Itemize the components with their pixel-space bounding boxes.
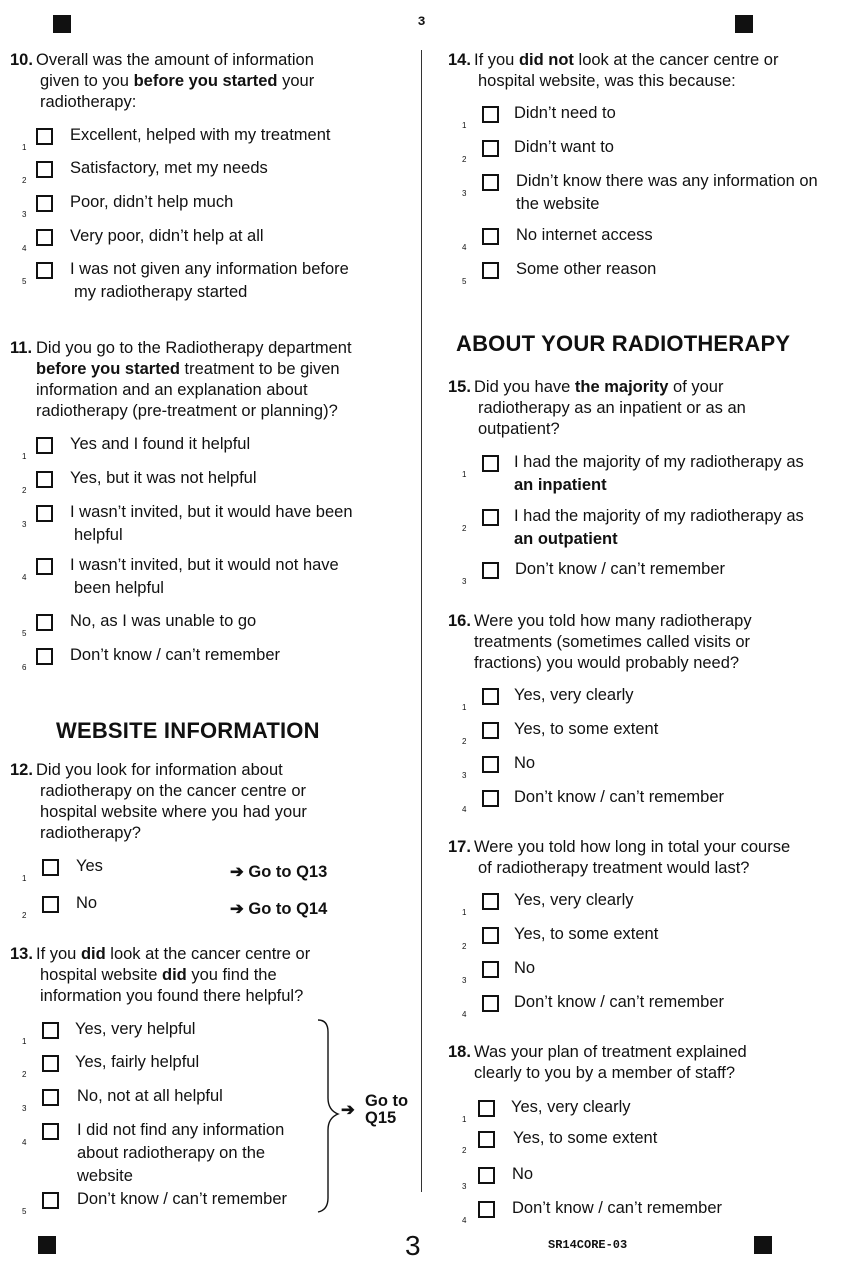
option-label: Yes and I found it helpful xyxy=(70,435,251,453)
option-code: 2 xyxy=(462,737,467,746)
option-code: 1 xyxy=(462,121,467,130)
section-heading-website: WEBSITE INFORMATION xyxy=(56,718,320,743)
option-label: I had the majority of my radiotherapy as an inpatient xyxy=(514,453,804,494)
option-label: Didn’t know there was any information on the website xyxy=(516,172,818,213)
option-code: 3 xyxy=(462,189,467,198)
checkbox[interactable] xyxy=(482,995,499,1012)
checkbox[interactable] xyxy=(36,128,53,145)
option-label: No xyxy=(514,959,536,977)
question-13 xyxy=(10,944,410,1007)
option-code: 4 xyxy=(22,573,27,582)
checkbox[interactable] xyxy=(478,1201,495,1218)
option-label: Excellent, helped with my treatment xyxy=(70,126,331,144)
option-code: 4 xyxy=(462,1010,467,1019)
checkbox[interactable] xyxy=(42,896,59,913)
option-code: 2 xyxy=(22,911,27,920)
checkbox[interactable] xyxy=(482,509,499,526)
question-number: 13. xyxy=(10,945,33,963)
question-10 xyxy=(10,50,410,113)
option-label: Yes, fairly helpful xyxy=(75,1053,200,1071)
checkbox[interactable] xyxy=(36,558,53,575)
checkbox[interactable] xyxy=(482,688,499,705)
checkbox[interactable] xyxy=(478,1100,495,1117)
option-code: 1 xyxy=(22,143,27,152)
option-code: 2 xyxy=(22,1070,27,1079)
form-code: SR14CORE-03 xyxy=(548,1238,628,1252)
option-label: Don’t know / can’t remember xyxy=(514,993,724,1011)
q12-goto-q14: ➔ Go to Q14 xyxy=(230,900,328,918)
question-number: 10. xyxy=(10,51,33,69)
option-code: 2 xyxy=(462,942,467,951)
checkbox[interactable] xyxy=(482,262,499,279)
option-label: Don’t know / can’t remember xyxy=(77,1190,287,1208)
question-number: 14. xyxy=(448,51,471,69)
checkbox[interactable] xyxy=(482,140,499,157)
option-label: No internet access xyxy=(516,226,653,244)
question-number: 12. xyxy=(10,761,33,779)
q13-goto-q15-line2: Q15 xyxy=(365,1109,397,1127)
section-heading-radiotherapy: ABOUT YOUR RADIOTHERAPY xyxy=(456,331,791,356)
question-text xyxy=(10,50,410,113)
question-text: Were you told how many radiotherapy treatments (sometimes called visits or fractions) you would probably need? xyxy=(474,612,752,672)
option-code: 5 xyxy=(22,277,27,286)
option-label: No xyxy=(514,754,536,772)
option-label: No, not at all helpful xyxy=(77,1087,223,1105)
option-code: 4 xyxy=(462,243,467,252)
option-label: Yes, very clearly xyxy=(514,891,634,909)
checkbox[interactable] xyxy=(478,1167,495,1184)
option-code: 3 xyxy=(462,771,467,780)
checkbox[interactable] xyxy=(36,437,53,454)
checkbox[interactable] xyxy=(482,228,499,245)
option-code: 3 xyxy=(22,1104,27,1113)
page-number-bottom: 3 xyxy=(405,1230,421,1261)
option-code: 3 xyxy=(22,210,27,219)
option-label: Yes, very helpful xyxy=(75,1020,196,1038)
option-label: Yes, but it was not helpful xyxy=(70,469,257,487)
option-label: Yes, very clearly xyxy=(514,686,634,704)
option-code: 3 xyxy=(462,976,467,985)
question-text: If you did not look at the cancer centre or hospital website, was this because: xyxy=(474,51,779,90)
corner-mark-bottom-right xyxy=(754,1236,772,1254)
question-text: Did you have the majority of your radiotherapy as an inpatient or as an outpatient? xyxy=(474,378,746,438)
checkbox[interactable] xyxy=(482,722,499,739)
option-code: 2 xyxy=(462,524,467,533)
checkbox[interactable] xyxy=(42,1089,59,1106)
checkbox[interactable] xyxy=(36,648,53,665)
checkbox[interactable] xyxy=(36,195,53,212)
question-14 xyxy=(448,50,843,92)
checkbox[interactable] xyxy=(482,893,499,910)
q12-goto-q13: ➔ Go to Q13 xyxy=(230,863,328,881)
question-15 xyxy=(448,377,843,440)
question-text: If you did look at the cancer centre or hospital website did you find the information you found there helpful? xyxy=(36,945,311,1005)
option-code: 3 xyxy=(22,520,27,529)
option-label: I was not given any information before my radiotherapy started xyxy=(70,260,349,301)
question-text: Was your plan of treatment explained clearly to you by a member of staff? xyxy=(474,1043,747,1082)
option-code: 5 xyxy=(22,629,27,638)
option-label: I had the majority of my radiotherapy as an outpatient xyxy=(514,507,804,548)
option-label: No xyxy=(76,894,98,912)
option-code: 1 xyxy=(462,1115,467,1124)
option-code: 6 xyxy=(22,663,27,672)
option-code: 2 xyxy=(22,176,27,185)
checkbox[interactable] xyxy=(482,174,499,191)
option-code: 2 xyxy=(462,1146,467,1155)
option-code: 5 xyxy=(22,1207,27,1216)
option-label: Yes xyxy=(76,857,103,875)
option-code: 1 xyxy=(22,874,27,883)
checkbox[interactable] xyxy=(36,505,53,522)
checkbox[interactable] xyxy=(36,471,53,488)
option-label: Very poor, didn’t help at all xyxy=(70,227,264,245)
option-code: 5 xyxy=(462,277,467,286)
checkbox[interactable] xyxy=(42,859,59,876)
checkbox[interactable] xyxy=(42,1123,59,1140)
question-11 xyxy=(10,338,410,422)
question-text: Were you told how long in total your course of radiotherapy treatment would last? xyxy=(474,838,791,877)
q13-goto-q15-line1: Go to xyxy=(365,1092,409,1110)
option-label: Didn’t want to xyxy=(514,138,614,156)
option-code: 3 xyxy=(462,1182,467,1191)
option-code: 3 xyxy=(462,577,467,586)
option-code: 4 xyxy=(462,805,467,814)
question-16 xyxy=(448,611,843,674)
checkbox[interactable] xyxy=(36,614,53,631)
question-18 xyxy=(448,1042,843,1084)
option-label: Yes, to some extent xyxy=(513,1129,658,1147)
option-label: No, as I was unable to go xyxy=(70,612,257,630)
checkbox[interactable] xyxy=(42,1192,59,1209)
option-code: 4 xyxy=(22,244,27,253)
question-number: 18. xyxy=(448,1043,471,1061)
checkbox[interactable] xyxy=(482,562,499,579)
option-code: 2 xyxy=(462,155,467,164)
question-line: given to you before you started your xyxy=(40,72,315,90)
option-label: I did not find any information about radiotherapy on the website xyxy=(77,1121,285,1185)
question-number: 15. xyxy=(448,378,471,396)
option-label: Yes, very clearly xyxy=(511,1098,631,1116)
checkbox[interactable] xyxy=(42,1022,59,1039)
option-label: Some other reason xyxy=(516,260,657,278)
checkbox[interactable] xyxy=(36,262,53,279)
option-label: No xyxy=(512,1165,534,1183)
option-code: 1 xyxy=(22,452,27,461)
checkbox[interactable] xyxy=(36,229,53,246)
option-label: Don’t know / can’t remember xyxy=(515,560,725,578)
question-text: Did you go to the Radiotherapy department before you started treatment to be given information and an explanation about radiotherapy (pre-treatment or planning)? xyxy=(36,339,352,420)
option-label: Don’t know / can’t remember xyxy=(70,646,280,664)
question-number: 11. xyxy=(10,339,33,357)
option-code: 4 xyxy=(22,1138,27,1147)
option-label: Yes, to some extent xyxy=(514,925,659,943)
page-number-top: 3 xyxy=(417,14,426,29)
option-code: 1 xyxy=(462,703,467,712)
q13-brace xyxy=(312,1018,342,1214)
checkbox[interactable] xyxy=(482,756,499,773)
checkbox[interactable] xyxy=(482,790,499,807)
option-label: Don’t know / can’t remember xyxy=(514,788,724,806)
option-label: Didn’t need to xyxy=(514,104,616,122)
option-label: Yes, to some extent xyxy=(514,720,659,738)
option-label: I wasn’t invited, but it would have been helpful xyxy=(70,503,353,544)
question-text: Did you look for information about radiotherapy on the cancer centre or hospital website where you had your radiotherapy? xyxy=(36,761,307,842)
option-code: 4 xyxy=(462,1216,467,1225)
question-17 xyxy=(448,837,843,879)
question-number: 17. xyxy=(448,838,471,856)
option-code: 1 xyxy=(462,470,467,479)
checkbox[interactable] xyxy=(42,1055,59,1072)
q13-goto-arrow: ➔ xyxy=(341,1101,355,1119)
question-number: 16. xyxy=(448,612,471,630)
option-code: 1 xyxy=(462,908,467,917)
option-label: I wasn’t invited, but it would not have been helpful xyxy=(70,556,339,597)
column-divider xyxy=(421,50,422,1192)
question-line: radiotherapy: xyxy=(40,93,137,111)
checkbox[interactable] xyxy=(478,1131,495,1148)
checkbox[interactable] xyxy=(36,161,53,178)
question-line: Overall was the amount of information xyxy=(36,51,314,69)
checkbox[interactable] xyxy=(482,106,499,123)
corner-mark-bottom-left xyxy=(38,1236,56,1254)
checkbox[interactable] xyxy=(482,961,499,978)
checkbox[interactable] xyxy=(482,927,499,944)
option-label: Poor, didn’t help much xyxy=(70,193,234,211)
checkbox[interactable] xyxy=(482,455,499,472)
option-label: Satisfactory, met my needs xyxy=(70,159,268,177)
question-12 xyxy=(10,760,410,844)
option-label: Don’t know / can’t remember xyxy=(512,1199,722,1217)
option-code: 2 xyxy=(22,486,27,495)
option-code: 1 xyxy=(22,1037,27,1046)
